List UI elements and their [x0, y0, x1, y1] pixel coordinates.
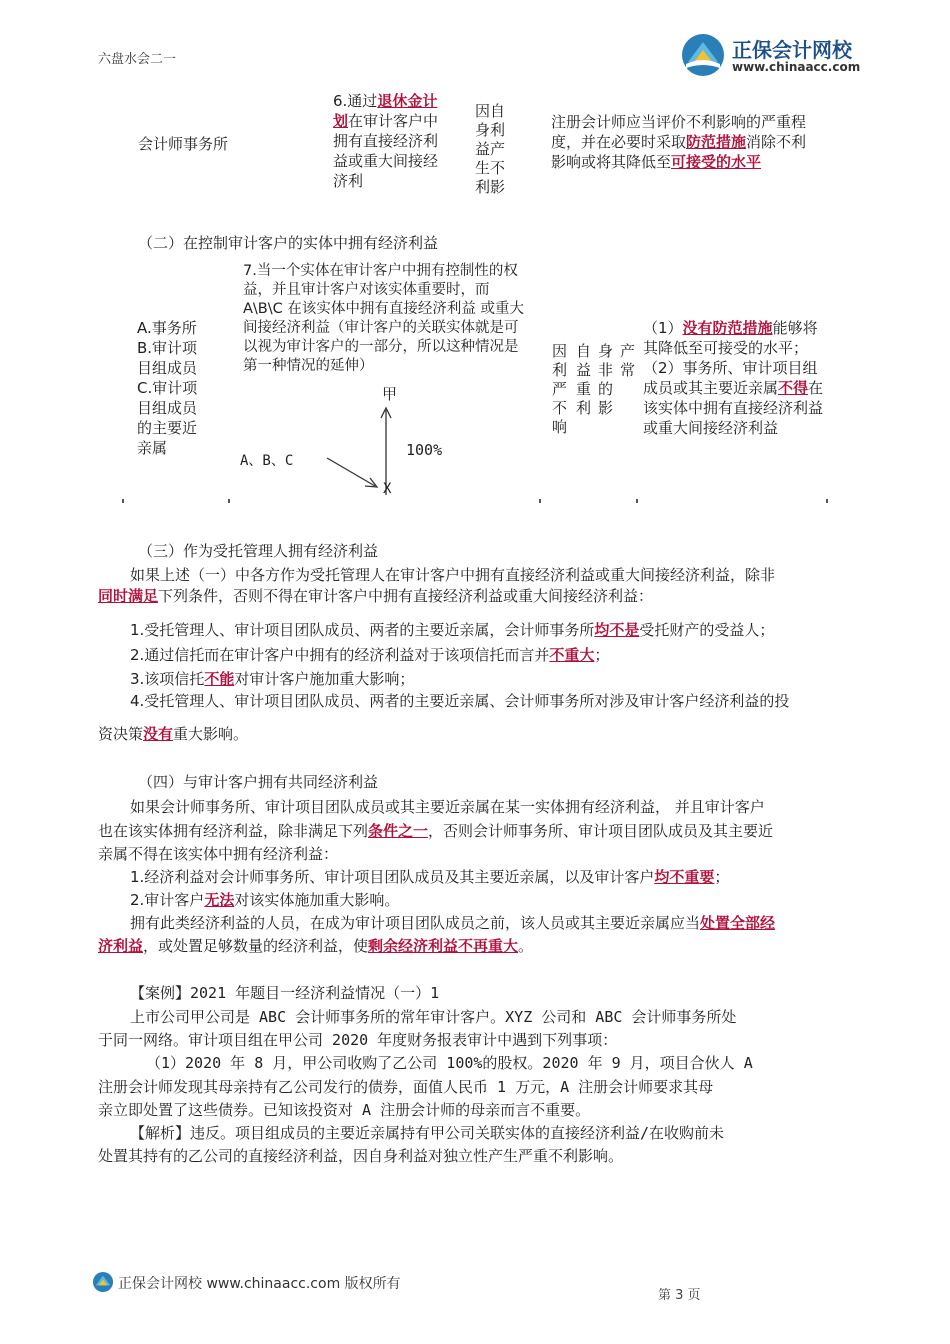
arrow-diag-line — [327, 458, 375, 486]
section4-p5: 济利益，或处置足够数量的经济利益，使剩余经济利益不再重大。 — [98, 937, 534, 955]
case-l6: 【解析】违反。项目组成员的主要近亲属持有甲公司关联实体的直接经济利益/在收购前未 — [130, 1124, 725, 1142]
case-l1: 上市公司甲公司是 ABC 会计师事务所的常年审计客户。XYZ 公司和 ABC 会计师事务所处 — [130, 1008, 737, 1026]
section3-intro1: 如果上述（一）中各方作为受托管理人在审计客户中拥有直接经济利益或重大间接经济利益，除非 — [130, 566, 776, 584]
t2-col4-em1: 没有防范措施 — [682, 319, 773, 337]
diagram-top: 甲 — [382, 385, 398, 403]
t1-col2: 6.通过退休金计划在审计客户中拥有直接经济利益或重大间接经济利 — [333, 92, 439, 190]
footer-logo-icon — [92, 1271, 114, 1293]
section3-item3: 3.该项信托不能对审计客户施加重大影响； — [130, 670, 415, 688]
section4-item2: 2.审计客户无法对该实体施加重大影响。 — [130, 891, 400, 909]
t1-col2-em: 退休金计划 — [333, 92, 438, 130]
section3-item4-cont: 资决策没有重大影响。 — [98, 725, 249, 743]
case-l7: 处置其持有的乙公司的直接经济利益，因自身利益对独立性产生严重不利影响。 — [98, 1147, 624, 1165]
t1-col4-em2: 可接受的水平 — [671, 153, 762, 171]
case-l5: 亲立即处置了这些债券。已知该投资对 A 注册会计师的母亲而言不重要。 — [98, 1101, 591, 1119]
case-l2: 于同一网络。审计项目组在甲公司 2020 年度财务报表审计中遇到下列事项： — [98, 1031, 618, 1049]
footer-text: 正保会计网校 www.chinaacc.com 版权所有 — [118, 1276, 401, 1292]
t1-col1: 会计师事务所 — [138, 135, 229, 153]
section4-p2: 也在该实体拥有经济利益，除非满足下列条件之一，否则会计师事务所、审计项目团队成员及其主要近 — [98, 822, 774, 840]
table-dot — [826, 499, 828, 503]
t2-col3c: 身非的影 — [598, 342, 614, 417]
table-dot — [539, 499, 541, 503]
t2-col3a: 因利严不响 — [552, 342, 568, 436]
t1-col3: 因自身利益产生不利影 — [475, 102, 506, 196]
table-dot — [636, 499, 638, 503]
top-left-fragment: 六盘水会二一 — [98, 52, 177, 67]
section4-item1: 1.经济利益对会计师事务所、审计项目团队成员及其主要近亲属，以及审计客户均不重要； — [130, 868, 730, 886]
t2-col1: A.事务所 B.审计项目组成员 C.审计项目组成员的主要近亲属 — [137, 319, 198, 457]
diagram-bottom: X — [383, 481, 392, 497]
t2-col4-em2: 不得 — [778, 379, 809, 397]
t2-col2: 7.当一个实体在审计客户中拥有控制性的权益，并且审计客户对该实体重要时，而 A\B\C 在该实体中拥有直接经济利益 或重大间接经济利益（审计客户的关联实体就是可以视为审计客户的一部分，所以这种情况是第一种情况的延伸） — [243, 263, 524, 374]
section4-p1: 如果会计师事务所、审计项目团队成员或其主要近亲属在某一实体拥有经济利益， 并且审计客户 — [130, 798, 765, 816]
logo-title: 正保会计网校 — [732, 38, 852, 62]
section3-item1: 1.受托管理人、审计项目团队成员、两者的主要近亲属，会计师事务所均不是受托财产的受益人； — [130, 621, 775, 639]
arrow-diag-head — [365, 478, 377, 487]
section3-heading: （三）作为受托管理人拥有经济利益 — [138, 542, 379, 560]
t2-col3d: 产常 — [620, 342, 636, 379]
section4-p4: 拥有此类经济利益的人员，在成为审计项目团队成员之前，该人员或其主要近亲属应当处置全部经 — [130, 914, 776, 932]
section4-heading: （四）与审计客户拥有共同经济利益 — [138, 773, 379, 791]
section4-p3: 亲属不得在该实体中拥有经济利益： — [98, 845, 339, 863]
diagram-pct: 100% — [406, 441, 443, 459]
table-dot — [228, 499, 230, 503]
page-number: 第 3 页 — [658, 1288, 701, 1303]
header-logo — [680, 30, 880, 82]
logo-icon — [680, 32, 726, 78]
footer — [92, 1270, 512, 1296]
section3-item4: 4.受托管理人、审计项目团队成员、两者的主要近亲属、会计师事务所对涉及审计客户经济利益的投 — [130, 692, 790, 710]
diagram-left: A、B、C — [240, 453, 294, 469]
case-title: 【案例】2021 年题目一经济利益情况（一）1 — [130, 984, 440, 1002]
section3-item2: 2.通过信托而在审计客户中拥有的经济利益对于该项信托而言并不重大； — [130, 646, 610, 664]
section2-heading: （二）在控制审计客户的实体中拥有经济利益 — [138, 234, 439, 252]
case-l4: 注册会计师发现其母亲持有乙公司发行的债券，面值人民币 1 万元，A 注册会计师要求其母 — [98, 1078, 714, 1096]
t1-col4-em1: 防范措施 — [686, 133, 747, 151]
t2-col3b: 自益重利 — [576, 342, 592, 417]
table-dot — [122, 499, 124, 503]
logo-url: www.chinaacc.com — [732, 60, 861, 74]
case-l3: （1）2020 年 8 月，甲公司收购了乙公司 100%的股权。2020 年 9 月，项目合伙人 A — [146, 1054, 753, 1072]
t2-col4: （1）没有防范措施能够将其降低至可接受的水平； （2）事务所、审计项目组成员或其主要近亲属不得在该实体中拥有直接经济利益或重大间接经济利益 — [643, 319, 824, 437]
t1-col4: 注册会计师应当评价不利影响的严重程度，并在必要时采取防范措施消除不利影响或将其降低至可接受的水平 — [551, 113, 807, 171]
section3-intro2: 同时满足下列条件，否则不得在审计客户中拥有直接经济利益或重大间接经济利益： — [98, 587, 654, 605]
